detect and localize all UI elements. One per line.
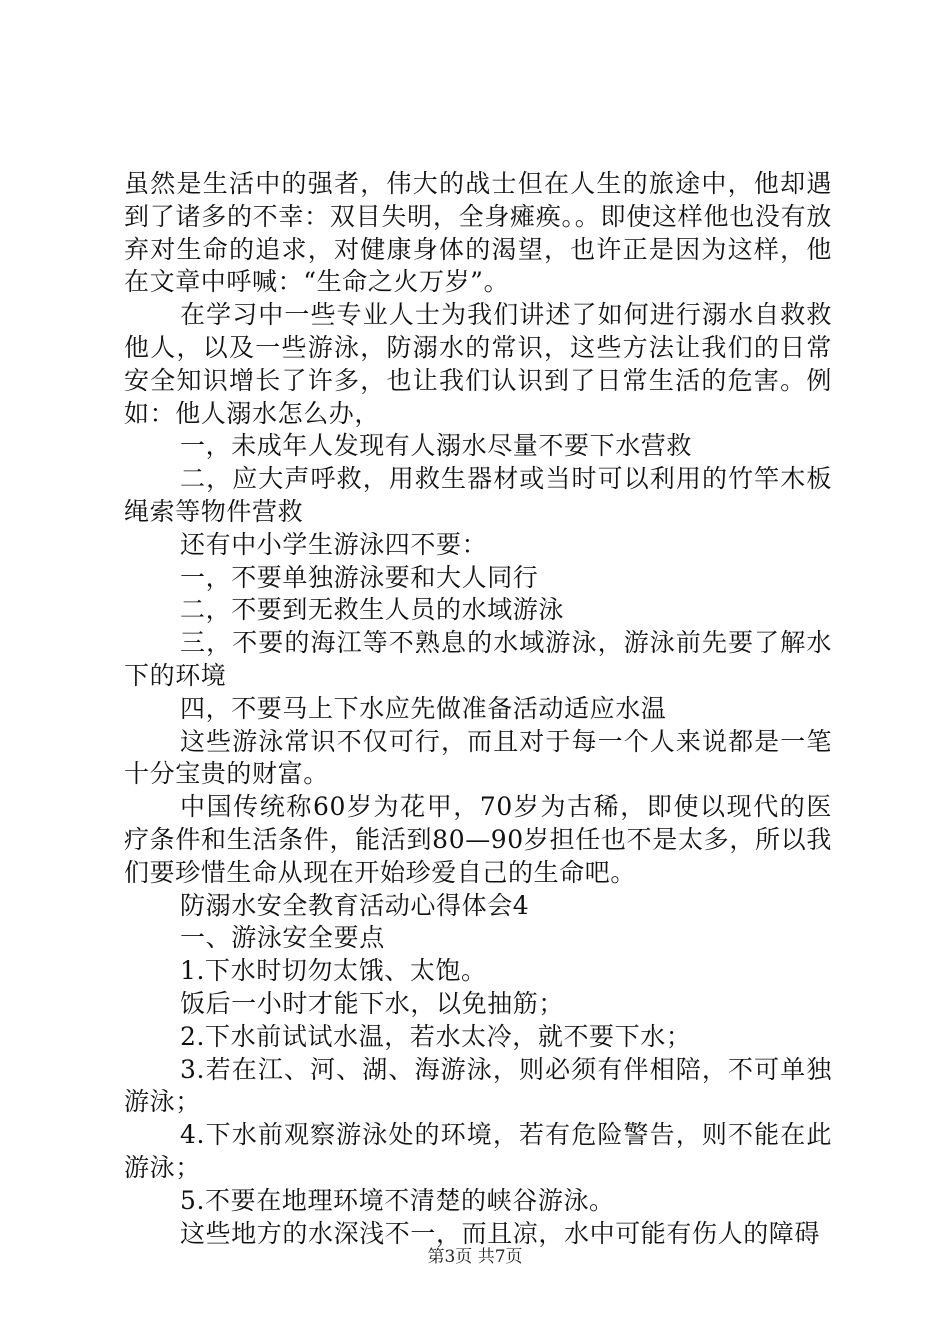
section-heading: 防溺水安全教育活动心得体会4 bbox=[180, 890, 530, 920]
paragraph: 4.下水前观察游泳处的环境，若有危险警告，则不能在此游泳； bbox=[124, 1120, 832, 1182]
document-body bbox=[124, 168, 832, 1250]
paragraph: 一、游泳安全要点 bbox=[180, 923, 385, 953]
page-number-label: 第3页 共7页 bbox=[427, 1247, 523, 1267]
paragraph: 四，不要马上下水应先做准备活动适应水温 bbox=[180, 693, 667, 723]
paragraph: 3.若在江、河、湖、海游泳，则必须有伴相陪，不可单独游泳； bbox=[124, 1054, 832, 1117]
paragraph: 这些游泳常识不仅可行，而且对于每一个人来说都是一笔十分宝贵的财富。 bbox=[124, 726, 832, 789]
paragraph: 一，未成年人发现有人溺水尽量不要下水营救 bbox=[180, 431, 693, 461]
paragraph: 饭后一小时才能下水，以免抽筋； bbox=[180, 988, 565, 1018]
paragraph: 二，不要到无救生人员的水域游泳 bbox=[180, 595, 565, 625]
paragraph: 2.下水前试试水温，若水太冷，就不要下水； bbox=[180, 1021, 692, 1051]
paragraph: 还有中小学生游泳四不要： bbox=[180, 529, 488, 559]
paragraph: 三，不要的海江等不熟息的水域游泳，游泳前先要了解水下的环境 bbox=[124, 628, 832, 690]
paragraph: 中国传统称60岁为花甲，70岁为古稀，即使以现代的医疗条件和生活条件，能活到80—90岁担任也不是太多，所以我们要珍惜生命从现在开始珍爱自己的生命吧。 bbox=[124, 792, 832, 887]
paragraph: 在学习中一些专业人士为我们讲述了如何进行溺水自救救他人，以及一些游泳，防溺水的常识，这些方法让我们的日常安全知识增长了许多，也让我们认识到了日常生活的危害。例如：他人溺水怎么办， bbox=[124, 300, 832, 428]
paragraph: 5.不要在地理环境不清楚的峡谷游泳。 bbox=[180, 1185, 615, 1215]
paragraph: 这些地方的水深浅不一，而且凉，水中可能有伤人的障碍 bbox=[180, 1218, 821, 1248]
paragraph: 一，不要单独游泳要和大人同行 bbox=[180, 562, 539, 592]
paragraph: 二，应大声呼救，用救生器材或当时可以利用的竹竿木板绳索等物件营救 bbox=[124, 464, 832, 526]
paragraph: 虽然是生活中的强者，伟大的战士但在人生的旅途中，他却遇到了诸多的不幸：双目失明，全身瘫痪。。即使这样他也没有放弃对生命的追求，对健康身体的渴望，也许正是因为这样，他在文章中呼喊：“生命之火万岁”。 bbox=[124, 169, 832, 297]
paragraph: 1.下水时切勿太饿、太饱。 bbox=[180, 956, 487, 986]
page-footer bbox=[0, 1246, 950, 1268]
